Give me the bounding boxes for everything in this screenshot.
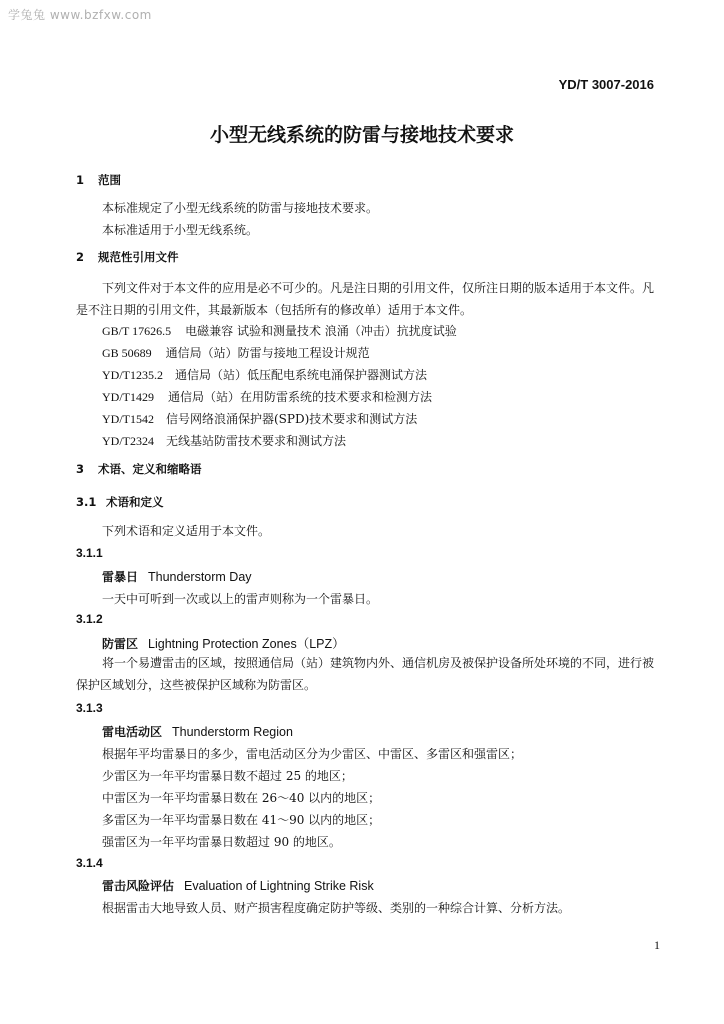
section-number: 1 (76, 173, 85, 187)
term-zh: 雷击风险评估 (102, 879, 175, 893)
clause-number: 3.1.4 (76, 856, 103, 870)
paragraph: 本标准适用于小型无线系统。 (102, 223, 259, 237)
paragraph: 下列文件对于本文件的应用是必不可少的。凡是注日期的引用文件，仅所注日期的版本适用于本文件。凡是不注日期的引用文件，其最新版本（包括所有的修改单）适用于本文件。 (76, 281, 655, 317)
term-heading (102, 877, 374, 894)
reference-item (102, 366, 427, 383)
term-heading (102, 634, 345, 652)
reference-code: YD/T1429 (102, 390, 154, 404)
term-heading (102, 568, 252, 585)
reference-code: YD/T1542 (102, 412, 154, 426)
section-title: 术语、定义和缩略语 (98, 462, 202, 476)
definition-line: 中雷区为一年平均雷暴日数在 26～40 以内的地区； (102, 791, 381, 805)
reference-item (102, 410, 417, 427)
section-number: 3.1 (76, 495, 97, 509)
document-title: 小型无线系统的防雷与接地技术要求 (209, 124, 514, 146)
section-title: 术语和定义 (106, 495, 164, 509)
term-zh: 防雷区 (102, 637, 139, 651)
section-2-heading (76, 249, 179, 265)
watermark: 学兔兔 www.bzfxw.com (8, 8, 152, 22)
term-en: Thunderstorm Region (172, 725, 293, 739)
section-number: 3 (76, 462, 85, 476)
clause-number: 3.1.3 (76, 701, 103, 715)
definition-line: 少雷区为一年平均雷暴日数不超过 25 的地区； (102, 769, 353, 783)
term-heading (102, 723, 293, 740)
definition-line: 根据雷击大地导致人员、财产损害程度确定防护等级、类别的一种综合计算、分析方法。 (102, 901, 571, 915)
term-zh: 雷暴日 (102, 570, 139, 584)
reference-code: GB/T 17626.5 (102, 324, 172, 338)
definition-line: 多雷区为一年平均雷暴日数在 41～90 以内的地区； (102, 813, 381, 827)
reference-item (102, 322, 457, 339)
definition-paragraph: 将一个易遭雷击的区域，按照通信局（站）建筑物内外、通信机房及被保护设备所处环境的不同，进行被保护区域划分，这些被保护区域称为防雷区。 (76, 656, 655, 692)
reference-item (102, 344, 370, 361)
reference-item (102, 388, 432, 405)
section-3-heading (76, 461, 202, 477)
definition-line: 一天中可听到一次或以上的雷声则称为一个雷暴日。 (102, 592, 379, 606)
section-title: 范围 (98, 173, 121, 187)
section-number: 2 (76, 250, 85, 264)
definition-line: 强雷区为一年平均雷暴日数超过 90 的地区。 (102, 835, 341, 849)
reference-title: 通信局（站）防雷与接地工程设计规范 (165, 346, 370, 360)
term-en: Thunderstorm Day (148, 570, 252, 584)
reference-title: 通信局（站）低压配电系统电涌保护器测试方法 (175, 368, 428, 382)
term-zh: 雷电活动区 (102, 725, 163, 739)
clause-number: 3.1.2 (76, 612, 103, 626)
reference-title: 电磁兼容 试验和测量技术 浪涌（冲击）抗扰度试验 (185, 324, 457, 338)
term-en: Evaluation of Lightning Strike Risk (184, 879, 374, 893)
reference-code: YD/T1235.2 (102, 368, 163, 382)
term-en: Lightning Protection Zones（LPZ） (148, 637, 345, 651)
definition-line: 根据年平均雷暴日的多少，雷电活动区分为少雷区、中雷区、多雷区和强雷区； (102, 747, 523, 761)
reference-code: YD/T2324 (102, 434, 154, 448)
reference-title: 无线基站防雷技术要求和测试方法 (166, 434, 347, 448)
clause-number: 3.1.1 (76, 546, 103, 560)
reference-code: GB 50689 (102, 346, 152, 360)
paragraph: 本标准规定了小型无线系统的防雷与接地技术要求。 (102, 201, 379, 215)
section-1-heading (76, 172, 121, 188)
page-number: 1 (654, 938, 660, 952)
reference-title: 信号网络浪涌保护器(SPD)技术要求和测试方法 (166, 412, 418, 426)
section-title: 规范性引用文件 (98, 250, 179, 264)
paragraph: 下列术语和定义适用于本文件。 (102, 524, 271, 538)
subsection-3-1-heading (76, 494, 164, 510)
reference-item (102, 432, 346, 449)
reference-title: 通信局（站）在用防雷系统的技术要求和检测方法 (168, 390, 433, 404)
document-number: YD/T 3007-2016 (558, 77, 654, 92)
